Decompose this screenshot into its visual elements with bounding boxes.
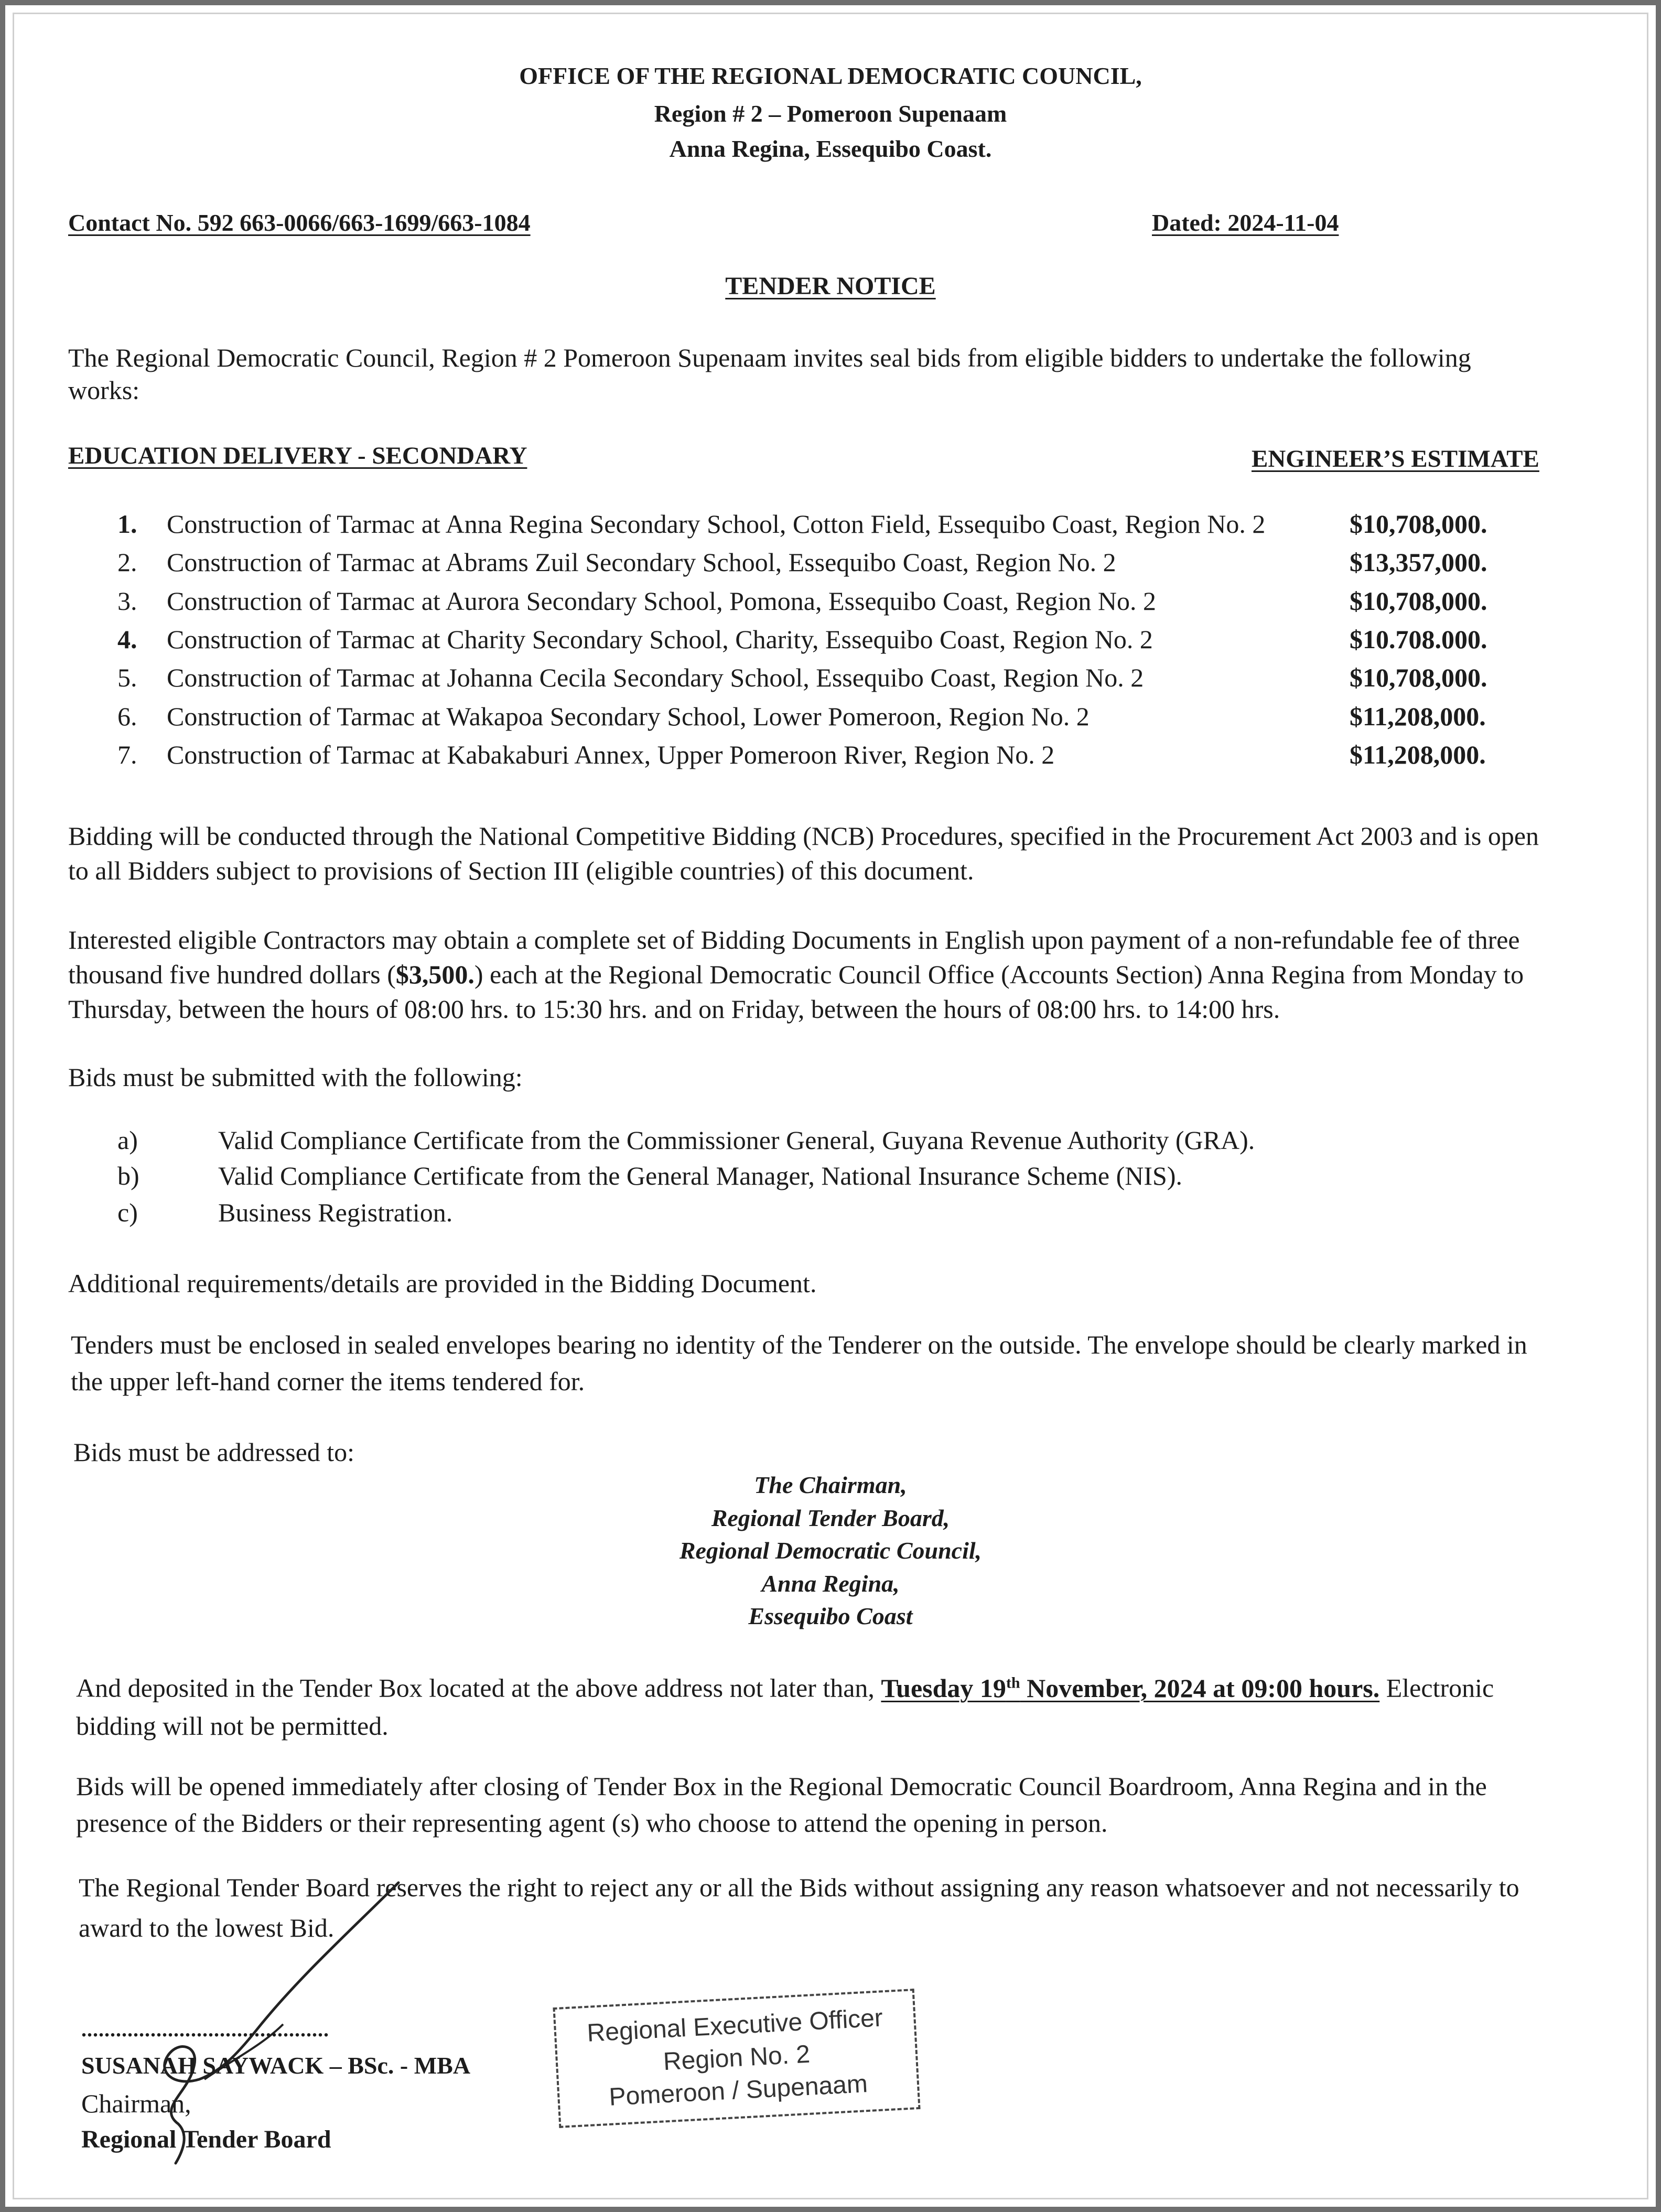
stamp-region: Region No. 2 xyxy=(662,2040,811,2076)
bidding-line-1: Bidding will be conducted through the National Competitive Bidding (NCB) Procedures, specified in the Procurement Act 2003 and is open xyxy=(68,821,1539,851)
item-description: Construction of Tarmac at Wakapoa Secondary School, Lower Pomeroon, Region No. 2 xyxy=(167,702,1090,731)
deadline-day: Tuesday 19 xyxy=(881,1673,1006,1703)
item-estimate: $11,208,000. xyxy=(1350,702,1486,731)
section-heading: EDUCATION DELIVERY - SECONDARY xyxy=(68,442,527,469)
requirement-text: Valid Compliance Certificate from the Commissioner General, Guyana Revenue Authority (GRA). xyxy=(218,1125,1255,1155)
deposit-line-1 xyxy=(76,1665,1494,1706)
item-estimate: $10,708,000. xyxy=(1350,509,1487,539)
signature-line: ........................................... xyxy=(81,2017,329,2041)
envelope-line-1: Tenders must be enclosed in sealed envelopes bearing no identity of the Tenderer on the outside. The envelope should be clearly marked in xyxy=(71,1330,1527,1359)
item-number: 4. xyxy=(117,625,137,654)
tender-notice-title: TENDER NOTICE xyxy=(725,272,936,300)
deadline-time: November, 2024 at 09:00 hours. xyxy=(1020,1673,1380,1703)
deposit-text: And deposited in the Tender Box located at the above address not later than, xyxy=(76,1673,881,1703)
region-line: Region # 2 – Pomeroon Supenaam xyxy=(654,100,1007,127)
signatory-name: SUSANAH SAYWACK – BSc. - MBA xyxy=(81,2052,471,2079)
official-stamp xyxy=(553,1989,920,2128)
intro-line-1: The Regional Democratic Council, Region # 2 Pomeroon Supenaam invites seal bids from eligible bidders to undertake the following xyxy=(68,343,1471,372)
item-description: Construction of Tarmac at Johanna Cecila Secondary School, Essequibo Coast, Region No. 2 xyxy=(167,663,1144,692)
documents-line-3: Thursday, between the hours of 08:00 hrs. to 15:30 hrs. and on Friday, between the hours of 08:00 hrs. to 14:00 hrs. xyxy=(68,994,1280,1024)
stamp-area: Pomeroon / Supenaam xyxy=(608,2070,869,2111)
requirement-text: Valid Compliance Certificate from the General Manager, National Insurance Scheme (NIS). xyxy=(218,1161,1182,1190)
deposit-line-2: bidding will not be permitted. xyxy=(76,1711,389,1741)
requirement-letter: b) xyxy=(117,1161,139,1190)
item-estimate: $11,208,000. xyxy=(1350,740,1486,769)
date: Dated: 2024-11-04 xyxy=(1152,209,1339,236)
envelope-line-2: the upper left-hand corner the items tendered for. xyxy=(71,1367,585,1396)
requirement-text: Business Registration. xyxy=(218,1198,453,1227)
item-number: 7. xyxy=(117,740,137,769)
additional-requirements: Additional requirements/details are provided in the Bidding Document. xyxy=(68,1269,817,1298)
reserve-line-1: The Regional Tender Board reserves the right to reject any or all the Bids without assigning any reason whatsoever and not necessarily to xyxy=(79,1873,1519,1902)
item-number: 1. xyxy=(117,509,137,539)
opening-line-2: presence of the Bidders or their representing agent (s) who choose to attend the opening in person. xyxy=(76,1808,1108,1838)
office-title: OFFICE OF THE REGIONAL DEMOCRATIC COUNCIL, xyxy=(519,62,1142,89)
reserve-line-2: award to the lowest Bid. xyxy=(79,1913,335,1942)
item-estimate: $10.708.000. xyxy=(1350,625,1487,654)
intro-line-2: works: xyxy=(68,375,140,405)
location-line: Anna Regina, Essequibo Coast. xyxy=(669,135,992,162)
signatory-role: Chairman, xyxy=(81,2089,191,2118)
addressed-intro: Bids must be addressed to: xyxy=(73,1437,355,1467)
deadline-ordinal: th xyxy=(1006,1674,1020,1691)
contact-number: Contact No. 592 663-0066/663-1699/663-1084 xyxy=(68,209,531,236)
requirements-intro: Bids must be submitted with the following: xyxy=(68,1062,523,1092)
requirement-letter: a) xyxy=(117,1125,138,1155)
estimate-heading: ENGINEER’S ESTIMATE xyxy=(1252,445,1539,473)
item-number: 5. xyxy=(117,663,137,692)
requirement-letter: c) xyxy=(117,1198,138,1227)
opening-line-1: Bids will be opened immediately after closing of Tender Box in the Regional Democratic Council Boardroom, Anna Regina and in the xyxy=(76,1771,1487,1801)
address-line: Anna Regina, xyxy=(761,1570,900,1597)
item-description: Construction of Tarmac at Anna Regina Secondary School, Cotton Field, Essequibo Coast, Region No. 2 xyxy=(167,509,1266,539)
item-estimate: $10,708,000. xyxy=(1350,586,1487,616)
bidding-fee: $3,500. xyxy=(395,960,474,989)
documents-text: ) each at the Regional Democratic Council Office (Accounts Section) Anna Regina from Monday to xyxy=(474,960,1524,989)
address-line: Essequibo Coast xyxy=(748,1603,913,1629)
signatory-board: Regional Tender Board xyxy=(81,2125,331,2153)
documents-line-1: Interested eligible Contractors may obtain a complete set of Bidding Documents in English upon payment of a non-refundable fee of three xyxy=(68,925,1520,954)
item-number: 2. xyxy=(117,547,137,577)
stamp-title: Regional Executive Officer xyxy=(586,2004,884,2047)
item-estimate: $10,708,000. xyxy=(1350,663,1487,692)
item-description: Construction of Tarmac at Abrams Zuil Secondary School, Essequibo Coast, Region No. 2 xyxy=(167,547,1116,577)
item-description: Construction of Tarmac at Aurora Secondary School, Pomona, Essequibo Coast, Region No. 2 xyxy=(167,586,1156,616)
deposit-text: Electronic xyxy=(1379,1673,1494,1703)
bidding-line-2: to all Bidders subject to provisions of Section III (eligible countries) of this document. xyxy=(68,856,974,885)
documents-text: thousand five hundred dollars ( xyxy=(68,960,396,989)
documents-line-2 xyxy=(68,957,1524,992)
item-number: 3. xyxy=(117,586,137,616)
address-line: Regional Democratic Council, xyxy=(679,1537,982,1564)
item-estimate: $13,357,000. xyxy=(1350,547,1487,577)
item-number: 6. xyxy=(117,702,137,731)
item-description: Construction of Tarmac at Charity Secondary School, Charity, Essequibo Coast, Region No. 2 xyxy=(167,625,1153,654)
address-line: The Chairman, xyxy=(754,1472,907,1498)
closing-deadline xyxy=(881,1673,1379,1703)
address-line: Regional Tender Board, xyxy=(711,1505,950,1531)
item-description: Construction of Tarmac at Kabakaburi Annex, Upper Pomeroon River, Region No. 2 xyxy=(167,740,1055,769)
